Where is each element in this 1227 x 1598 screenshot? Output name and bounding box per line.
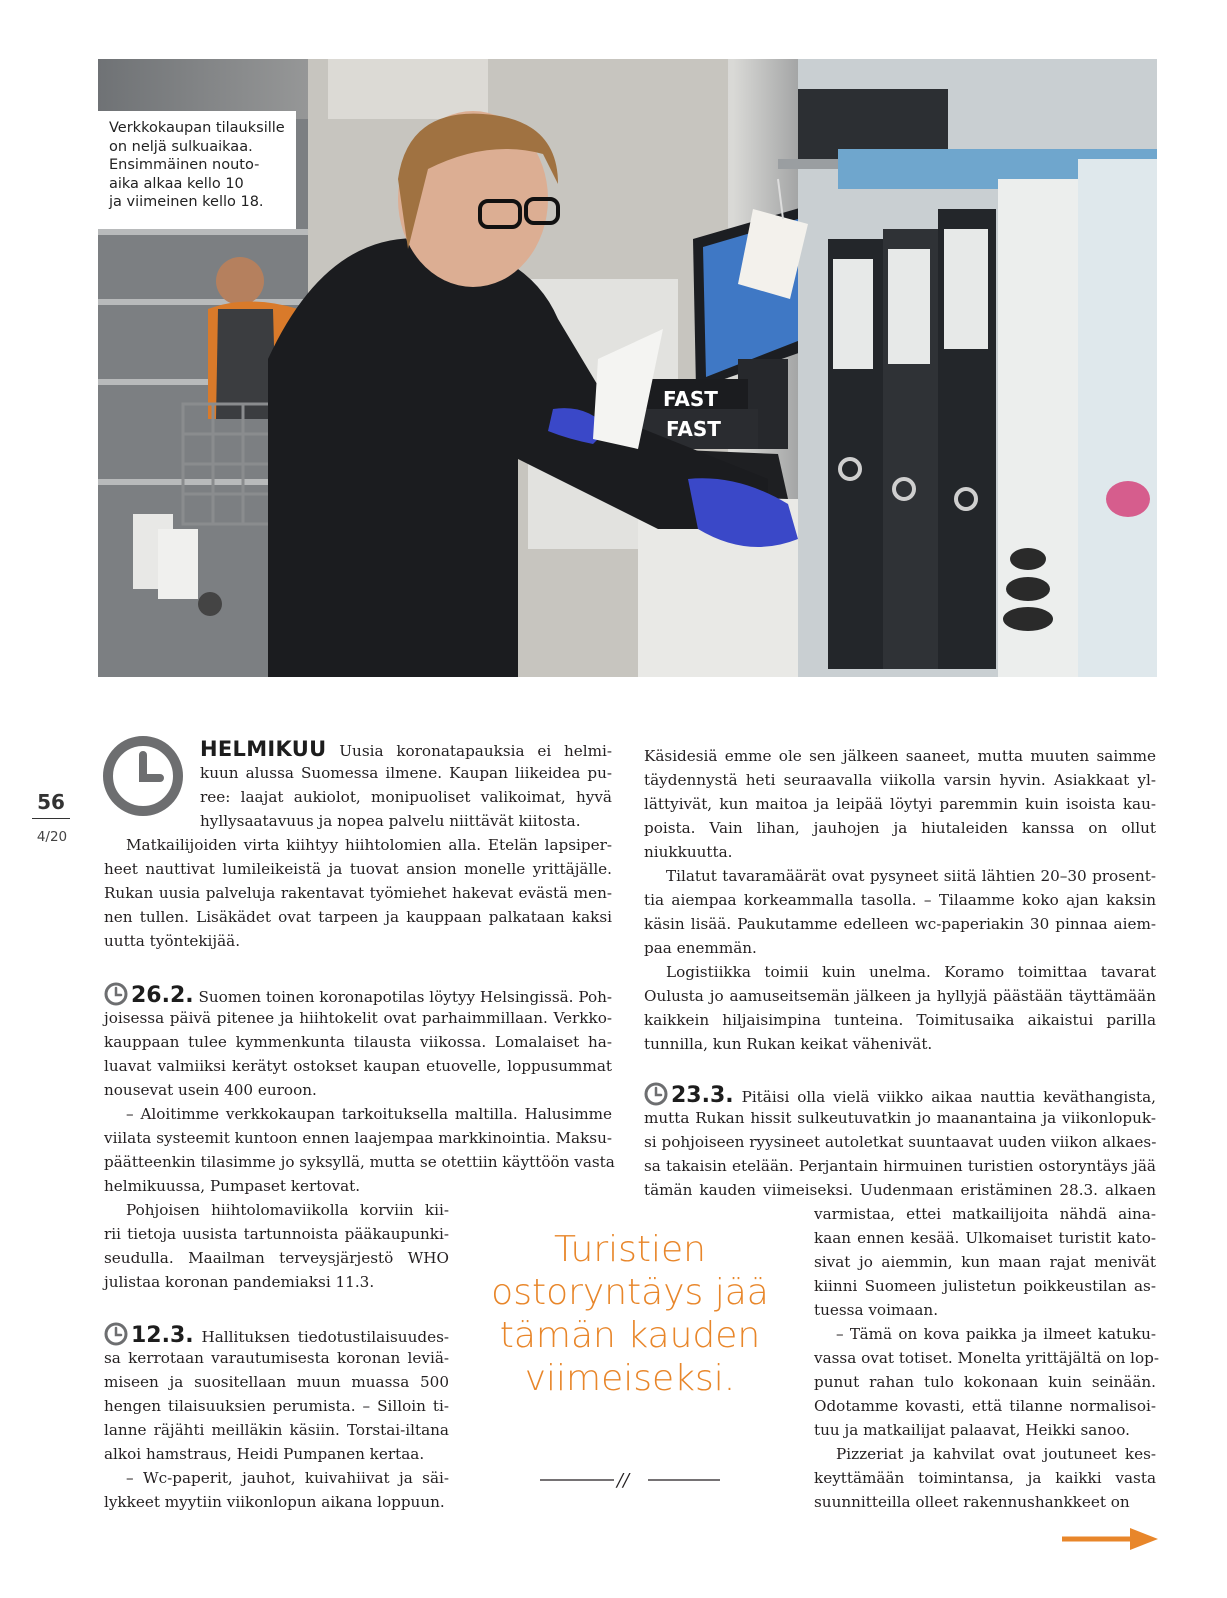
text-line: varmistaa, ettei matkailijoita nähdä aina- <box>814 1205 1156 1223</box>
text-line: Matkailijoiden virta kiihtyy hiihtolomien alla. Etelän lapsiper- <box>126 836 612 854</box>
text-line: Pitäisi olla vielä viikko aikaa nauttia keväthangista, <box>741 1088 1156 1106</box>
text-line: – Aloitimme verkkokaupan tarkoituksella maltilla. Halusimme <box>126 1105 612 1123</box>
pull-quote-line: ostoryntäys jää <box>491 1272 769 1313</box>
text-line: niukkuutta. <box>644 843 733 861</box>
text-line: mutta Rukan hissit sulkeutuvatkin jo maanantaina ja viikonlopuk- <box>644 1109 1156 1127</box>
text-line: kaikkein hiljaisimpina tunteina. Toimitusaika aikaistui parilla <box>644 1011 1156 1029</box>
text-line: lanne räjähti meilläkin käsiin. Torstai-iltana <box>104 1421 449 1439</box>
text-line: heet nauttivat lumileikeistä ja tuovat ansion monelle yrittäjälle. <box>104 860 612 878</box>
text-line: Suomen toinen koronapotilas löytyy Helsingissä. Poh- <box>198 988 612 1006</box>
section-heading-line <box>200 737 612 761</box>
text-line: seudulla. Maailman terveysjärjestö WHO <box>104 1249 449 1267</box>
text-line: sa kerrotaan varautumisesta koronan leviä- <box>104 1349 449 1367</box>
caption-line: Ensimmäinen nouto- <box>109 157 260 174</box>
date-heading: 23.3. <box>671 1083 734 1108</box>
text-line: uutta työntekijää. <box>104 932 241 950</box>
caption-line: Verkkokaupan tilauksille <box>109 120 285 136</box>
text-line: hengen tilaisuuksien perumista. – Silloin ti- <box>104 1397 449 1415</box>
text-line: tunnilla, kun Rukan keikat vähenivät. <box>644 1035 933 1053</box>
text-line: keyttämään toimintansa, ja kaikki vasta <box>814 1469 1156 1487</box>
text-line: Tilatut tavaramäärät ovat pysyneet siitä lähtien 20–30 prosent- <box>666 867 1156 885</box>
caption-line: on neljä sulkuaikaa. <box>109 138 253 155</box>
text-line: päätteenkin tilasimme jo syksyllä, mutta se otettiin käyttöön vasta <box>104 1153 615 1171</box>
pull-quote-line: Turistien <box>554 1229 706 1270</box>
text-line: kiinni Suomeen julistetun poikkeustilan as- <box>814 1277 1156 1295</box>
text-line: lättyivät, kun maitoa ja leipää löytyi paremmin kuin isoista kau- <box>644 795 1156 813</box>
text-line: Hallituksen tiedotustilaisuudes- <box>201 1328 449 1346</box>
text-line: punut rahan tulo kokonaan kuin seinään. <box>814 1373 1156 1391</box>
arrow-right-icon[interactable] <box>1062 1526 1158 1552</box>
caption-line: aika alkaa kello 10 <box>109 175 244 192</box>
date-heading: 12.3. <box>131 1323 194 1348</box>
text-line: tämän kauden viimeiseksi. Uudenmaan eristäminen 28.3. alkaen <box>644 1181 1156 1199</box>
text-line: – Wc-paperit, jauhot, kuivahiivat ja säi- <box>126 1469 449 1487</box>
date-heading: 26.2. <box>131 983 194 1008</box>
fast-label: FAST <box>663 387 718 411</box>
date-heading-line <box>104 1322 449 1346</box>
text-line: miseen ja suositellaan muun muassa 500 <box>104 1373 449 1391</box>
issue-number: 4/20 <box>36 829 68 845</box>
pull-quote-line: tämän kauden <box>499 1315 761 1356</box>
text-line: tuessa voimaan. <box>814 1301 939 1319</box>
page-number: 56 <box>37 790 65 814</box>
pull-quote-divider <box>540 1469 720 1489</box>
text-line: si pohjoiseen ryysineet autoletkat suuntaavat uuden viikon alkaes- <box>644 1133 1157 1151</box>
text-line: poista. Vain lihan, jauhojen ja hiutaleiden kanssa on ollut <box>644 819 1156 837</box>
pull-quote-mark: // <box>617 1470 630 1489</box>
text-line: nousevat usein 400 euroon. <box>104 1081 317 1099</box>
photo-caption <box>98 111 296 229</box>
text-line: joisessa päivä pitenee ja hiihtokelit ovat parhaimmillaan. Verkko- <box>104 1009 612 1027</box>
text-line: Logistiikka toimii kuin unelma. Koramo toimittaa tavarat <box>666 963 1156 981</box>
text-line: – Tämä on kova paikka ja ilmeet katuku- <box>836 1325 1156 1343</box>
clock-icon <box>644 1082 668 1106</box>
text-line: lykkeet myytiin viikonlopun aikana loppuun. <box>104 1493 445 1511</box>
clock-icon <box>104 1322 128 1346</box>
text-line: luavat valmiiksi kerätyt ostokset kaupan etuovelle, loppusummat <box>104 1057 612 1075</box>
clock-icon <box>102 735 184 817</box>
text-line: hyllysaatavuus ja nopea palvelu niittävät kiitosta. <box>200 812 581 830</box>
article-photo <box>98 59 1157 677</box>
page-number-divider <box>32 818 70 819</box>
text-line: suunnitteilla olleet rakennushankkeet on <box>814 1493 1130 1511</box>
pull-quote-line: viimeiseksi. <box>524 1358 736 1399</box>
section-heading: HELMIKUU <box>200 737 327 761</box>
text-line: Uusia koronatapauksia ei helmi- <box>339 742 613 760</box>
text-line: Odotamme kovasti, että tilanne normalisoi- <box>814 1397 1156 1415</box>
text-line: vassa ovat totiset. Monelta yrittäjältä on lop- <box>814 1349 1160 1367</box>
caption-line: ja viimeinen kello 18. <box>109 194 264 211</box>
text-line: kauppaan tulee kymmenkunta tilausta viikossa. Lomalaiset ha- <box>104 1033 612 1051</box>
date-heading-line <box>644 1082 1156 1106</box>
clock-icon <box>104 982 128 1006</box>
text-line: tuu ja matkailijat palaavat, Heikki sanoo. <box>814 1421 1130 1439</box>
text-line: Pizzeriat ja kahvilat ovat joutuneet kes- <box>836 1445 1156 1463</box>
text-line: Rukan uusia palveluja rakentavat työmiehet hakevat evästä men- <box>104 884 612 902</box>
text-line: Oulusta jo aamuseitsemän jälkeen ja hyllyjä päästään täyttämään <box>644 987 1156 1005</box>
date-heading-line <box>104 982 612 1006</box>
text-line: tia aiempaa korkeammalla tasolla. – Tilaamme koko ajan kaksin <box>644 891 1156 909</box>
text-line: Käsidesiä emme ole sen jälkeen saaneet, mutta muuten saimme <box>644 747 1156 765</box>
text-line: ree: laajat aukiolot, monipuoliset valikoimat, hyvä <box>200 788 612 806</box>
text-line: julistaa koronan pandemiaksi 11.3. <box>104 1273 375 1291</box>
text-line: Pohjoisen hiihtolomaviikolla korviin kii- <box>126 1201 449 1219</box>
text-line: alkoi hamstraus, Heidi Pumpanen kertaa. <box>104 1445 425 1463</box>
text-line: sa takaisin etelään. Perjantain hirmuinen turistien ostoryntäys jää <box>644 1157 1156 1175</box>
text-line: kaan ennen kesää. Ulkomaiset turistit kato- <box>814 1229 1156 1247</box>
text-line: nen tullen. Lisäkädet ovat tarpeen ja kauppaan palkataan kaksi <box>104 908 612 926</box>
text-line: kuun alussa Suomessa ilmene. Kaupan liikeidea pu- <box>200 764 612 782</box>
text-line: paa enemmän. <box>644 939 757 957</box>
fast-label: FAST <box>666 417 721 441</box>
text-line: sivat jo aiemmin, kun maan rajat menivät <box>814 1253 1156 1271</box>
text-line: viilata systeemit kuntoon ennen laajempaa markkinointia. Maksu- <box>104 1129 612 1147</box>
worker-head <box>216 257 264 305</box>
text-line: rii tietoja uusista tartunnoista pääkaupunki- <box>104 1225 449 1243</box>
text-line: helmikuussa, Pumpaset kertovat. <box>104 1177 361 1195</box>
pull-quote <box>480 1228 780 1400</box>
text-line: täydennystä heti seuraavalla viikolla varsin hyvin. Asiakkaat yl- <box>644 771 1156 789</box>
text-line: käsin lisää. Paukutamme edelleen wc-paperiakin 30 pinnaa aiem- <box>644 915 1156 933</box>
